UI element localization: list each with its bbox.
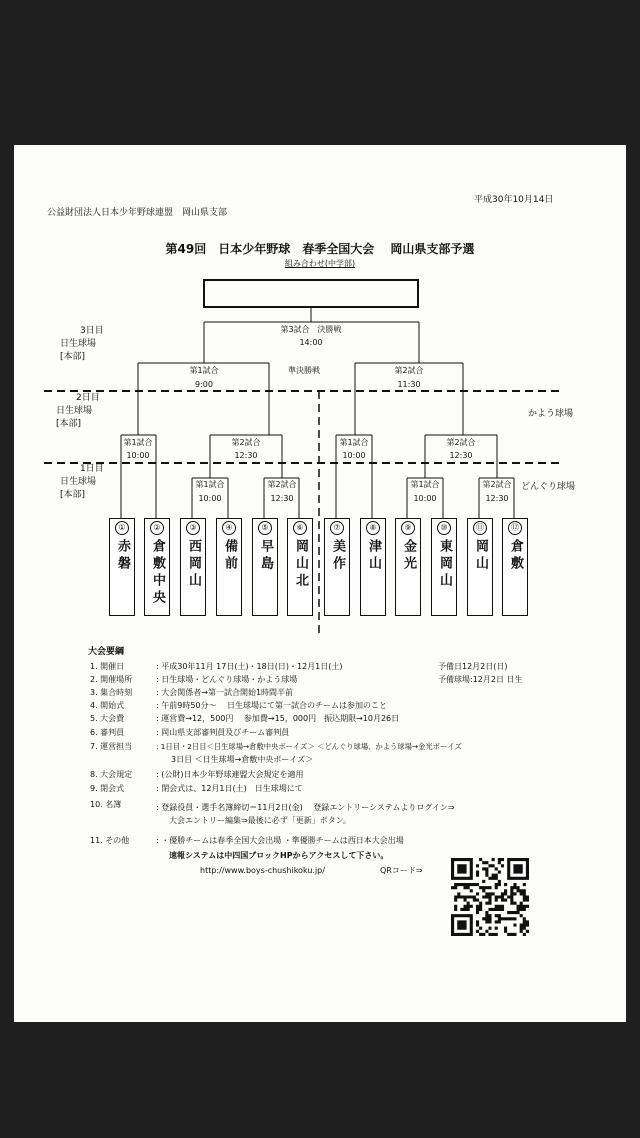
r1d-label: 第2試合: [482, 480, 512, 489]
outline-key: 10. 名簿: [90, 800, 122, 809]
team-box-4: [216, 518, 242, 616]
outline-value: : 登録役員・選手名簿締切＝11月2日(金) 登録エントリーシステムよりログイン⇒: [156, 803, 455, 812]
r1c-label: 第1試合: [410, 480, 440, 489]
outline-key: 6. 審判員: [90, 728, 125, 737]
team-name: 倉敷: [508, 539, 523, 573]
outline-key: 9. 閉会式: [90, 784, 125, 793]
r1b-label: 第2試合: [267, 480, 297, 489]
r1b-time: 12:30: [270, 494, 294, 503]
team-number: ⑦: [330, 521, 344, 535]
outline-value: : ・優勝チームは春季全国大会出場 ・準優勝チームは西日本大会出場: [156, 836, 404, 845]
team-box-7: [324, 518, 350, 616]
team-box-5: [252, 518, 278, 616]
outline-value: 3日目 ＜日生球場→倉敷中央ボーイズ＞: [171, 755, 314, 764]
r1a-time: 10:00: [198, 494, 222, 503]
team-name: 倉敷中央: [150, 539, 165, 607]
day3-note: [本部]: [60, 352, 86, 362]
team-number: ⑫: [508, 521, 522, 535]
team-name: 東岡山: [437, 539, 452, 590]
team-name: 早島: [258, 539, 273, 573]
outline-key: 11. その他: [90, 836, 130, 845]
r1a-label: 第1試合: [195, 480, 225, 489]
team-box-6: [287, 518, 313, 616]
outline-key: 8. 大会規定: [90, 770, 133, 779]
right-venue-day2: かよう球場: [528, 409, 574, 419]
outline-value: : 平成30年11月 17日(土)・18日(日)・12月1日(土): [156, 662, 343, 671]
d2-left-label: 第1試合: [189, 366, 219, 375]
outline-value: 大会エントリー編集⇒最後に必ず「更新」ボタン。: [169, 816, 352, 825]
semifinal-label: 準決勝戦: [288, 366, 320, 375]
document-page: [14, 145, 626, 1022]
qf1-label: 第1試合: [123, 438, 153, 447]
qf2-time: 12:30: [234, 451, 258, 460]
qr-code: [451, 858, 529, 936]
day1-note: [本部]: [60, 490, 86, 500]
day2-venue: 日生球場: [56, 406, 93, 416]
d2-right-label: 第2試合: [394, 366, 424, 375]
champion-box: [204, 280, 418, 307]
team-box-1: [109, 518, 135, 616]
d2-left-time: 9:00: [195, 380, 213, 389]
document-title: 第49回 日本少年野球 春季全国大会 岡山県支部予選: [165, 242, 475, 256]
outline-key: 2. 開催場所: [90, 675, 133, 684]
day2-note: [本部]: [56, 419, 82, 429]
day1-venue: 日生球場: [60, 477, 97, 487]
organization-name: 公益財団法人日本少年野球連盟 岡山県支部: [47, 208, 228, 218]
outline-key: 4. 開始式: [90, 701, 125, 710]
outline-key: 7. 運営担当: [90, 742, 133, 751]
qf3-time: 10:00: [342, 451, 366, 460]
final-time: 14:00: [299, 338, 323, 347]
team-number: ⑨: [401, 521, 415, 535]
qf4-time: 12:30: [449, 451, 473, 460]
outline-value: : 日生球場・どんぐり球場・かよう球場: [156, 675, 298, 684]
qf3-label: 第1試合: [339, 438, 369, 447]
document-subtitle: 組み合わせ(中学部): [284, 259, 356, 268]
outline-value: : 閉会式は、12月1日(土) 日生球場にて: [156, 784, 303, 793]
r1d-time: 12:30: [485, 494, 509, 503]
outline-value: : 午前9時50分～ 日生球場にて第一試合のチームは参加のこと: [156, 701, 388, 710]
tournament-bracket: [14, 145, 626, 1022]
day1-label: 1日目: [80, 464, 104, 474]
team-number: ②: [150, 521, 164, 535]
team-name: 岡山北: [293, 539, 308, 590]
outline-key: 3. 集合時刻: [90, 688, 133, 697]
team-box-12: [502, 518, 528, 616]
team-name: 津山: [366, 539, 381, 573]
team-name: 美作: [330, 539, 345, 573]
team-number: ④: [222, 521, 236, 535]
team-box-11: [467, 518, 493, 616]
team-name: 金光: [401, 539, 416, 573]
team-number: ③: [186, 521, 200, 535]
team-box-2: [144, 518, 170, 616]
final-label: 第3試合 決勝戦: [280, 325, 342, 334]
outline-value: : (公財)日本少年野球連盟大会規定を適用: [156, 770, 304, 779]
team-box-8: [360, 518, 386, 616]
right-venue-day1: どんぐり球場: [521, 482, 576, 492]
qf4-label: 第2試合: [446, 438, 476, 447]
qf2-label: 第2試合: [231, 438, 261, 447]
team-number: ⑩: [437, 521, 451, 535]
outline-key: 1. 開催日: [90, 662, 125, 671]
outline-key: 5. 大会費: [90, 714, 125, 723]
outline-value: : 岡山県支部審判員及びチーム審判員: [156, 728, 290, 737]
outline-value: : 大会関係者→第一試合開始1時間半前: [156, 688, 294, 697]
team-number: ⑧: [366, 521, 380, 535]
team-number: ①: [115, 521, 129, 535]
day2-label: 2日目: [76, 393, 100, 403]
document-date: 平成30年10月14日: [474, 195, 554, 205]
team-box-9: [395, 518, 421, 616]
outline-extra: 予備日12月2日(日): [438, 662, 508, 671]
qr-label: QRコード⇒: [380, 866, 423, 875]
team-name: 備前: [222, 539, 237, 573]
outline-value: : 1日目・2日目＜日生球場→倉敷中央ボーイズ＞ ＜どんぐり球場、かよう球場→金光ボーイズ: [156, 742, 462, 751]
team-name: 岡山: [473, 539, 488, 573]
outline-value: 速報システムは中四国ブロックHPからアクセスして下さい。: [169, 851, 389, 860]
day3-label: 3日目: [80, 326, 104, 336]
day3-venue: 日生球場: [60, 339, 97, 349]
outline-value: : 運営費→12，500円 参加費→15，000円 振込期限→10月26日: [156, 714, 400, 723]
r1c-time: 10:00: [413, 494, 437, 503]
team-number: ⑪: [473, 521, 487, 535]
outline-heading: 大会要綱: [88, 647, 125, 657]
team-box-10: [431, 518, 457, 616]
team-name: 西岡山: [186, 539, 201, 590]
team-number: ⑥: [293, 521, 307, 535]
qf1-time: 10:00: [126, 451, 150, 460]
team-box-3: [180, 518, 206, 616]
team-number: ⑤: [258, 521, 272, 535]
website-url: http://www.boys-chushikoku.jp/: [200, 866, 325, 875]
d2-right-time: 11:30: [397, 380, 421, 389]
outline-extra: 予備球場:12月2日 日生: [438, 675, 523, 684]
team-name: 赤磐: [115, 539, 130, 573]
